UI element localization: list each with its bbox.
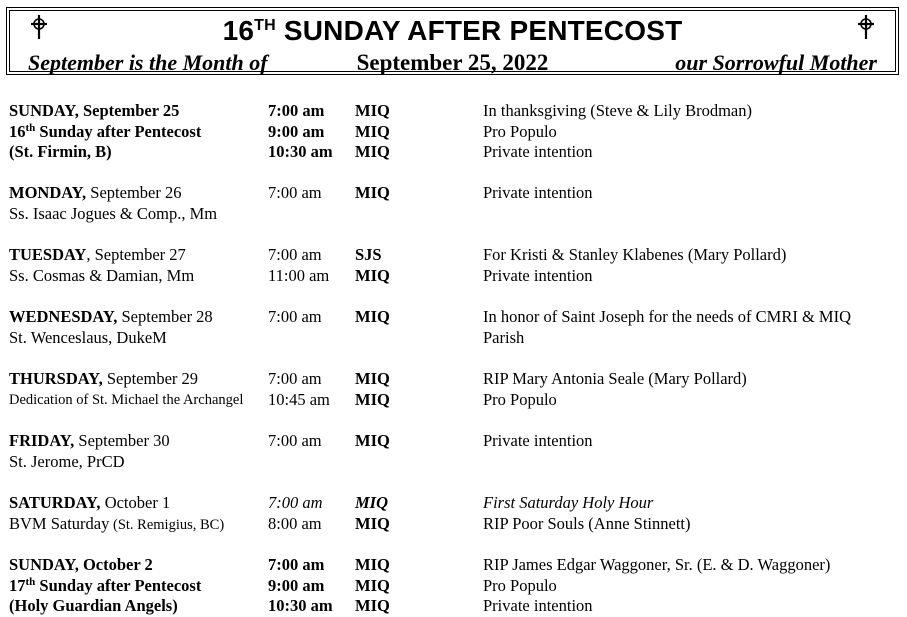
feast-note: (St. Firmin, B) [9, 142, 112, 161]
celebrant: MIQ [355, 513, 390, 533]
mass-time: 8:00 am [268, 513, 322, 533]
bulletin-header [6, 7, 899, 75]
mass-time: 7:00 am [268, 555, 325, 574]
celebrant: MIQ [355, 101, 390, 120]
celebrant: MIQ [355, 121, 390, 141]
celebrant: MIQ [355, 431, 390, 450]
mass-time: 7:00 am [268, 369, 322, 388]
feast-name: 17th Sunday after Pentecost [9, 575, 202, 595]
day-heading: SATURDAY, October 1 [9, 493, 171, 512]
celebrant: MIQ [355, 142, 390, 161]
mass-intention: Pro Populo [483, 389, 557, 409]
mass-time: 7:00 am [268, 183, 322, 202]
day-heading: FRIDAY, September 30 [9, 431, 170, 450]
mass-intention: RIP Mary Antonia Seale (Mary Pollard) [483, 369, 747, 388]
feast-name: Ss. Cosmas & Damian, Mm [9, 265, 195, 285]
mass-intention: Pro Populo [483, 121, 557, 141]
celebrant: MIQ [355, 307, 390, 326]
mass-time: 10:45 am [268, 389, 330, 409]
feast-name: Dedication of St. Michael the Archangel [9, 391, 244, 408]
mass-intention-continued: Parish [483, 327, 525, 347]
mass-time: 9:00 am [268, 121, 325, 141]
day-heading: THURSDAY, September 29 [9, 369, 199, 388]
month-dedication-label: September is the Month of [28, 50, 268, 75]
feast-name: Ss. Isaac Jogues & Comp., Mm [9, 203, 218, 223]
month-dedication-name: our Sorrowful Mother [675, 50, 877, 75]
feast-name: BVM Saturday (St. Remigius, BC) [9, 513, 225, 533]
mass-intention: Private intention [483, 265, 593, 285]
day-heading: SUNDAY, October 2 [9, 555, 153, 574]
mass-time: 10:30 am [268, 142, 333, 161]
mass-time: 7:00 am [268, 307, 322, 326]
celebrant: MIQ [355, 183, 390, 202]
bulletin-date: September 25, 2022 [356, 50, 549, 75]
mass-intention: Private intention [483, 183, 593, 202]
mass-intention: RIP James Edgar Waggoner, Sr. (E. & D. Waggoner) [483, 555, 831, 574]
mass-time: 10:30 am [268, 596, 333, 615]
mass-intention: For Kristi & Stanley Klabenes (Mary Pollard) [483, 245, 787, 264]
celebrant: MIQ [355, 389, 390, 409]
mass-intention: Pro Populo [483, 575, 557, 595]
mass-intention: RIP Poor Souls (Anne Stinnett) [483, 513, 691, 533]
page-title: 16TH SUNDAY AFTER PENTECOST [222, 15, 683, 46]
mass-time: 7:00 am [268, 431, 322, 450]
celebrant: SJS [355, 245, 382, 264]
celebrant: MIQ [355, 596, 390, 615]
celebrant: MIQ [355, 369, 390, 388]
feast-note: (Holy Guardian Angels) [9, 596, 178, 615]
mass-intention: Private intention [483, 431, 593, 450]
holy-hour-note: First Saturday Holy Hour [483, 493, 654, 512]
mass-time: 11:00 am [268, 265, 330, 285]
mass-time: 7:00 am [268, 493, 323, 512]
mass-intention: In honor of Saint Joseph for the needs of CMRI & MIQ [483, 307, 851, 326]
mass-time: 7:00 am [268, 101, 325, 120]
feast-name: St. Jerome, PrCD [9, 451, 125, 471]
day-heading: TUESDAY, September 27 [9, 245, 186, 264]
day-heading: WEDNESDAY, September 28 [9, 307, 213, 326]
mass-time: 7:00 am [268, 245, 322, 264]
feast-name: 16th Sunday after Pentecost [9, 121, 202, 141]
celebrant: MIQ [355, 265, 390, 285]
mass-intention: Private intention [483, 142, 593, 161]
day-heading: MONDAY, September 26 [9, 183, 182, 202]
day-heading: SUNDAY, September 25 [9, 101, 180, 120]
celebrant: MIQ [355, 555, 390, 574]
mass-intention: Private intention [483, 596, 593, 615]
feast-name: St. Wenceslaus, DukeM [9, 327, 167, 347]
celebrant: MIQ [355, 575, 390, 595]
mass-intention: In thanksgiving (Steve & Lily Brodman) [483, 101, 753, 120]
celebrant: MIQ [355, 493, 389, 512]
mass-time: 9:00 am [268, 575, 325, 595]
